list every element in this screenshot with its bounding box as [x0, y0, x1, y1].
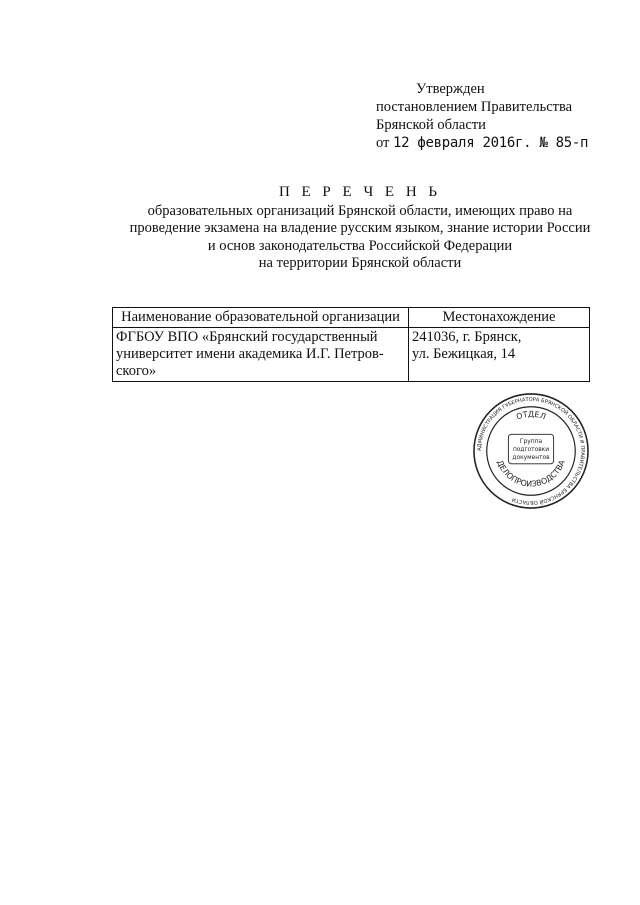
approval-block	[376, 80, 626, 152]
stamp-center-line: документов	[512, 454, 550, 461]
approval-date-line	[376, 134, 626, 152]
document-heading: П Е Р Е Ч Е Н Ь	[278, 184, 442, 200]
title-line: на территории Брянской области	[258, 255, 462, 271]
approval-title: Утвержден	[416, 81, 485, 97]
table-header-row	[113, 308, 590, 328]
location-line: 241036, г. Брянск,	[412, 329, 522, 345]
department-stamp	[472, 392, 590, 510]
title-line: и основ законодательства Российской Федерации	[207, 237, 513, 254]
document-title	[100, 184, 620, 273]
organization-location-cell	[409, 328, 590, 382]
column-header-location: Местонахождение	[409, 308, 590, 328]
approval-date-value: 12 февраля 2016г. № 85-п	[393, 135, 589, 151]
stamp-center-line: подготовки	[512, 447, 550, 453]
column-header-name: Наименование образовательной организации	[113, 308, 409, 328]
stamp-center-line: Группа	[519, 439, 543, 446]
organization-name-line: университет имени академика И.Г. Петров-	[116, 346, 384, 362]
stamp-inner-top: ОТДЕЛ	[515, 409, 548, 422]
table-row	[113, 328, 590, 382]
approval-resolution: постановлением Правительства	[376, 99, 573, 115]
approval-region: Брянской области	[376, 117, 486, 133]
title-line: образовательных организаций Брянской области, имеющих право на	[147, 202, 573, 219]
organization-name-line: ского»	[116, 363, 157, 379]
stamp-inner-ring: ДЕЛОПРОИЗВОДСТВА	[495, 458, 567, 489]
organizations-table	[112, 307, 590, 382]
title-line: проведение экзамена на владение русским языком, знание истории России	[129, 220, 591, 236]
organization-name-line: ФГБОУ ВПО «Брянский государственный	[116, 329, 378, 345]
approval-date-prefix: от	[376, 135, 390, 151]
organization-name-cell	[113, 328, 409, 382]
stamp-outer-text: АДМИНИСТРАЦИЯ ГУБЕРНАТОРА БРЯНСКОЙ ОБЛАСТИ И ПРАВИТЕЛЬСТВА БРЯНСКОЙ ОБЛАСТИ	[476, 396, 586, 506]
location-line: ул. Бежицкая, 14	[412, 346, 516, 362]
